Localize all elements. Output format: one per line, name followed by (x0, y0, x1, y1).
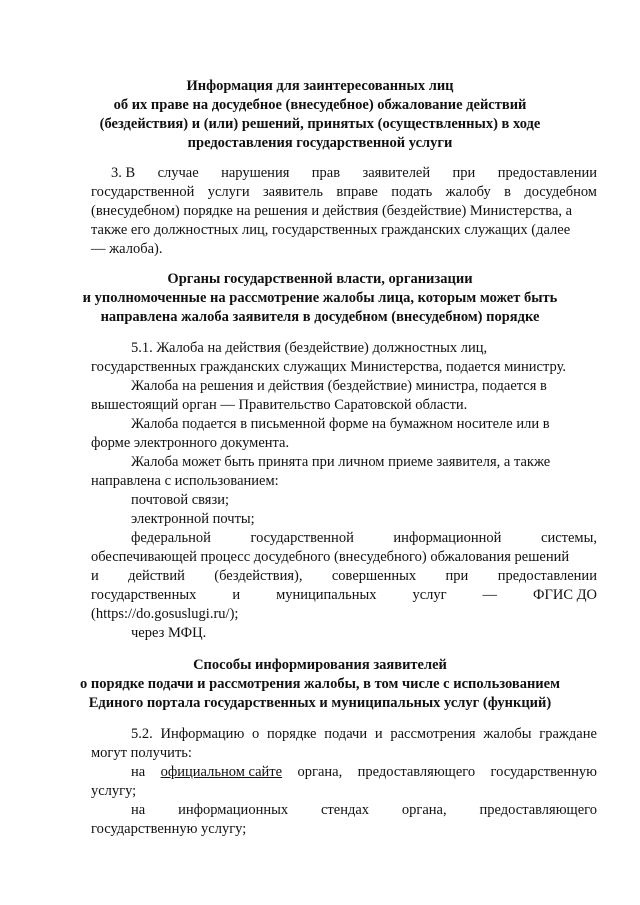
list-item: почтовой связи; (131, 492, 229, 508)
word: государственных (91, 587, 197, 603)
paragraph-line (131, 725, 597, 744)
paragraph-line: обеспечивающей процесс досудебного (внесудебного) обжалования решений (91, 549, 570, 565)
word: заявителей (362, 165, 431, 181)
word: вправе (336, 184, 378, 200)
paragraph-line: могут получить: (91, 745, 192, 761)
list-item (131, 763, 597, 782)
heading-line: Информация для заинтересованных лиц (186, 78, 454, 94)
heading-line: (бездействия) и (или) решений, принятых (осуществленных) в ходе (99, 116, 541, 132)
word: предоставлении (497, 568, 597, 584)
word: стендах (320, 802, 370, 818)
paragraph-line: Жалоба может быть принята при личном приеме заявителя, а также (131, 454, 551, 470)
paragraph-line: Жалоба на решения и действия (бездействие) министра, подается в (131, 378, 547, 394)
list-item: электронной почты; (131, 511, 255, 527)
paragraph-line: 5.1. Жалоба на действия (бездействие) должностных лиц, (131, 340, 488, 356)
word: случае (157, 165, 199, 181)
paragraph-line: услугу; (91, 783, 137, 799)
paragraph-line: форме электронного документа. (91, 435, 290, 451)
heading-line: Органы государственной власти, организации (167, 271, 473, 287)
word: 3. В (111, 165, 136, 181)
paragraph-line: (внесудебном) порядке на решения и действия (бездействие) Министерства, а (91, 203, 573, 219)
heading-line: об их праве на досудебное (внесудебное) обжалование действий (113, 97, 527, 113)
word: и (374, 726, 383, 742)
word: государственной (91, 184, 195, 200)
word: о (252, 726, 260, 742)
word: услуг (412, 587, 447, 603)
word: и (91, 568, 99, 584)
paragraph-line: Жалоба подается в письменной форме на бумажном носителе или в (131, 416, 550, 432)
list-item (131, 801, 597, 820)
word: действий (128, 568, 185, 584)
word: органа, (297, 764, 343, 780)
heading-line: и уполномоченные на рассмотрение жалобы лица, которым может быть (82, 290, 558, 306)
paragraph-line: государственных гражданских служащих Министерства, подается министру. (91, 359, 566, 375)
paragraph-line: — жалоба). (91, 241, 163, 257)
word: порядке (267, 726, 317, 742)
word: в (504, 184, 511, 200)
word: ФГИС ДО (533, 587, 597, 603)
word: заявитель (262, 184, 324, 200)
word: 5.2. (131, 726, 153, 742)
word: на (131, 802, 146, 818)
paragraph-line (91, 586, 597, 605)
word: предоставлении (497, 165, 597, 181)
word: государственную (490, 764, 597, 780)
word: (бездействия), (214, 568, 303, 584)
word: жалобы (483, 726, 532, 742)
word: подать (391, 184, 433, 200)
word: муниципальных (276, 587, 377, 603)
paragraph-line: вышестоящий орган — Правительство Саратовской области. (91, 397, 468, 413)
heading-line: предоставления государственной услуги (187, 135, 453, 151)
word: граждане (539, 726, 597, 742)
word: государственной (250, 530, 354, 546)
word: рассмотрения (390, 726, 476, 742)
word: Информацию (160, 726, 245, 742)
paragraph-line: (https://do.gosuslugi.ru/); (91, 606, 239, 622)
word: информационной (393, 530, 502, 546)
word: при (452, 165, 476, 181)
word: органа, (401, 802, 447, 818)
official-site-link[interactable]: официальном сайте (160, 764, 283, 780)
word: подачи (324, 726, 368, 742)
paragraph-line: государственную услугу; (91, 821, 247, 837)
word: жалобу (445, 184, 491, 200)
paragraph-line (91, 567, 597, 586)
word: предоставляющего (479, 802, 597, 818)
heading-line: Единого портала государственных и муниципальных услуг (функций) (88, 695, 552, 711)
word: нарушения (221, 165, 290, 181)
paragraph-line: направлена с использованием: (91, 473, 279, 489)
word: системы, (541, 530, 597, 546)
word: услуги (207, 184, 250, 200)
heading-line: Способы информирования заявителей (193, 657, 447, 673)
word: досудебном (524, 184, 597, 200)
paragraph-line: также его должностных лиц, государственных гражданских служащих (далее (91, 222, 571, 238)
heading-line: направлена жалоба заявителя в досудебном (внесудебном) порядке (100, 309, 540, 325)
word: и (232, 587, 241, 603)
paragraph-line (91, 183, 597, 202)
heading-line: о порядке подачи и рассмотрения жалобы, в том числе с использованием (80, 676, 560, 692)
word: информационных (178, 802, 289, 818)
word: прав (311, 165, 341, 181)
list-item (131, 529, 597, 548)
word: предоставляющего (357, 764, 476, 780)
word: совершенных (331, 568, 417, 584)
word: федеральной (131, 530, 211, 546)
list-item: через МФЦ. (131, 625, 207, 641)
paragraph-line (111, 164, 597, 183)
word: при (445, 568, 469, 584)
word: на (131, 764, 146, 780)
word: — (482, 587, 498, 603)
